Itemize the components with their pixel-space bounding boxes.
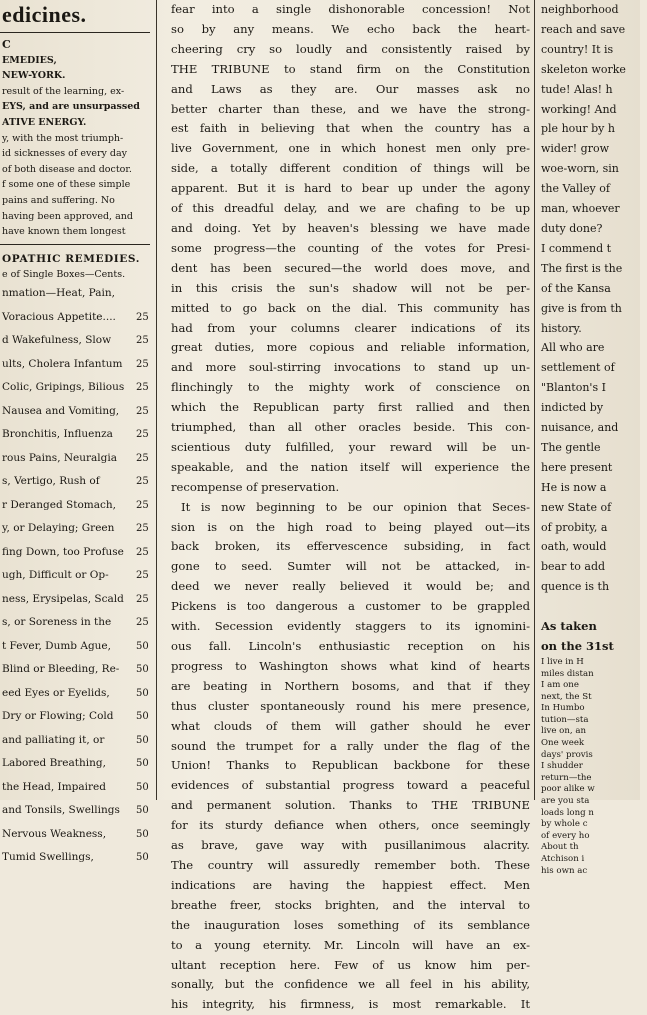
ad-text-block (0, 37, 150, 240)
right-article-line: woe-worn, sin (541, 162, 619, 176)
article-line: back broken, its effervescence subsiding, in fact (171, 539, 530, 554)
article-line: what clouds of them will gather should he ever (171, 718, 530, 733)
article-line: Pickens is too dangerous a customer to be grappled (171, 599, 530, 614)
remedy-row (0, 823, 150, 847)
right-article-line: wider! grow (541, 142, 609, 156)
ad-line: have known them longest (2, 226, 126, 238)
small-print-line: miles distan (541, 668, 594, 679)
ad-line: NEW-YORK. (2, 70, 66, 82)
right-article-text (537, 0, 647, 657)
remedy-name: s, Vertigo, Rush of (2, 475, 100, 488)
article-line: and Laws as they are. Our masses ask no (171, 81, 530, 96)
right-article-line: tude! Alas! h (541, 82, 613, 96)
remedy-row (0, 588, 150, 612)
small-print-line: About th (541, 842, 579, 853)
remedy-row (0, 611, 150, 635)
left-column-advertisements (0, 0, 150, 864)
remedy-name: nmation—Heat, Pain, (2, 287, 115, 300)
article-line: indications are having the happiest effect. Men (171, 877, 530, 892)
ad-line: EMEDIES, (2, 54, 57, 66)
remedy-row (0, 564, 150, 588)
remedy-price: 50 (136, 734, 149, 746)
article-line: The country will assuredly remember both. These (171, 857, 530, 872)
remedy-price: 25 (136, 476, 149, 488)
remedy-price: 25 (136, 499, 149, 511)
article-line: in this crisis the sun's shadow will not be per- (171, 280, 530, 295)
article-line: so by any means. We echo back the heart- (171, 21, 530, 36)
right-article-line: The gentle (541, 440, 601, 454)
small-print-line: are you sta (541, 796, 590, 807)
remedy-name: Bronchitis, Influenza (2, 428, 113, 441)
remedy-name: Nervous Weakness, (2, 827, 107, 840)
remedy-row (0, 682, 150, 706)
remedy-name: fing Down, too Profuse (2, 545, 124, 558)
remedies-heading: OPATHIC REMEDIES. (2, 252, 140, 265)
right-article-line: bear to add (541, 560, 606, 574)
right-article-line: working! And (541, 102, 617, 116)
remedy-price: 50 (136, 828, 149, 840)
right-article-line: He is now a (541, 480, 607, 494)
ad-line: result of the learning, ex- (2, 85, 125, 97)
remedy-price: 25 (136, 358, 149, 370)
remedy-row (0, 470, 150, 494)
remedy-row (0, 846, 150, 870)
small-print-line: days' provis (541, 749, 593, 760)
article-line: flinchingly to the mighty work of conscience on (171, 380, 530, 395)
ad-line: C (2, 38, 11, 51)
right-article-line: oath, would (541, 540, 607, 554)
remedy-price: 50 (136, 711, 149, 723)
remedy-price: 50 (136, 852, 149, 864)
remedy-row (0, 494, 150, 518)
right-small-print (537, 657, 647, 877)
divider (0, 244, 150, 245)
article-line: live Government, one in which honest men only pre- (171, 141, 530, 156)
article-line: to a young eternity. Mr. Lincoln will have an ex- (171, 937, 530, 952)
article-line: breathe freer, stocks brighten, and the interval to (171, 897, 530, 912)
article-line: sion is on the high road to being played out—its (171, 519, 530, 534)
article-line: as brave, gave way with pusillanimous alacrity. (171, 838, 530, 853)
remedy-price: 25 (136, 405, 149, 417)
remedy-row (0, 423, 150, 447)
right-article-line: neighborhood (541, 3, 619, 16)
remedy-row (0, 799, 150, 823)
column-rule (156, 0, 157, 800)
remedies-subheading: e of Single Boxes—Cents. (2, 268, 126, 280)
small-print-line: of every ho (541, 830, 590, 841)
remedy-name: the Head, Impaired (2, 780, 106, 793)
article-line: THE TRIBUNE to stand firm on the Constitution (171, 61, 530, 76)
article-line: thus cluster spontaneously round his mere presence, (171, 698, 530, 713)
remedy-price: 25 (136, 546, 149, 558)
remedy-name: Voracious Appetite.... (2, 310, 116, 323)
remedy-row (0, 306, 150, 330)
remedy-name: r Deranged Stomach, (2, 498, 116, 511)
article-line: est faith in believing that when the country has a (171, 121, 530, 136)
article-line: triumphed, than all other oracles beside. This con- (171, 420, 530, 435)
article-line: which the Republican party first rallied and then (171, 400, 530, 415)
article-paragraph (171, 498, 530, 1015)
small-print-line: I live in H (541, 656, 584, 667)
article-line: and more soul-stirring invocations to stand up un- (171, 360, 530, 375)
right-article-line: I commend t (541, 241, 612, 255)
remedy-row (0, 752, 150, 776)
article-line: and permanent solution. Thanks to THE TRIBUNE (171, 798, 530, 813)
remedy-row (0, 705, 150, 729)
small-print-line: Atchison i (541, 854, 585, 864)
small-print-line: return—the (541, 772, 592, 783)
right-article-line: the Valley of (541, 182, 610, 196)
remedy-row (0, 353, 150, 377)
remedy-price: 50 (136, 687, 149, 699)
right-article-line: "Blanton's I (541, 381, 606, 395)
right-article-line: here present (541, 460, 613, 474)
right-article-line: on the 31st (541, 639, 614, 653)
remedy-name: d Wakefulness, Slow (2, 334, 112, 347)
small-print-line: by whole c (541, 819, 588, 830)
article-line: fear into a single dishonorable concession! Not (171, 2, 530, 16)
small-print-line: One week (541, 738, 585, 749)
remedy-name: y, or Delaying; Green (2, 522, 115, 535)
remedy-name: Dry or Flowing; Cold (2, 710, 114, 723)
remedy-name: Colic, Gripings, Bilious (2, 381, 125, 394)
remedy-row (0, 776, 150, 800)
remedy-name: and palliating it, or (2, 733, 105, 746)
remedy-name: Tumid Swellings, (2, 851, 94, 864)
main-article-column (163, 0, 534, 1012)
remedy-price: 25 (136, 382, 149, 394)
right-article-line: country! It is (541, 42, 614, 56)
article-line: side, a totally different condition of things will be (171, 161, 530, 176)
remedy-name: s, or Soreness in the (2, 616, 112, 629)
article-line: ous fall. Lincoln's enthusiastic reception on his (171, 639, 530, 653)
remedy-name: and Tonsils, Swellings (2, 804, 120, 817)
ad-line: having been approved, and (2, 210, 133, 222)
right-article-line: history. (541, 321, 582, 335)
remedy-name: rous Pains, Neuralgia (2, 451, 118, 464)
right-article-line: skeleton worke (541, 62, 626, 76)
right-article-line: man, whoever (541, 202, 620, 216)
remedies-price-list (0, 282, 150, 870)
remedy-row (0, 282, 150, 306)
article-line: dent has been secured—the world does move, and (171, 260, 530, 275)
remedy-name: ness, Erysipelas, Scald (2, 592, 124, 605)
remedy-name: Nausea and Vomiting, (2, 404, 120, 417)
article-line: mitted to go back on the dial. This community has (171, 300, 530, 315)
column-rule (534, 0, 535, 800)
article-line: gone to seed. Sumter will not be attacked, in- (171, 559, 530, 574)
small-print-line: next, the St (541, 691, 592, 702)
article-line: It is now beginning to be our opinion that Seces- (181, 499, 530, 514)
article-line: cheering cry so loudly and consistently raised by (171, 41, 530, 56)
remedy-name: eed Eyes or Eyelids, (2, 686, 110, 699)
remedy-row (0, 635, 150, 659)
right-article-line: of the Kansa (541, 281, 611, 295)
remedy-name: ugh, Difficult or Op- (2, 569, 109, 582)
right-article-line: ple hour by h (541, 122, 615, 136)
right-article-line: duty done? (541, 221, 603, 235)
article-line: Union! Thanks to Republican backbone for these (171, 758, 530, 773)
right-article-line: All who are (541, 341, 605, 355)
article-line: scientious duty fulfilled, your reward will be un- (171, 439, 530, 454)
article-line: speakable, and the nation itself will experience the (171, 459, 530, 474)
article-line: apparent. But it is hard to bear up under the agony (171, 181, 530, 196)
article-line: of this dreadful delay, and we are chafing to be up (171, 201, 530, 216)
small-print-line: In Humbo (541, 703, 585, 714)
remedy-price: 25 (136, 617, 149, 629)
remedy-price: 25 (136, 523, 149, 535)
ad-line: f some one of these simple (2, 179, 131, 191)
right-article-line: As taken (541, 619, 597, 634)
right-article-line: settlement of (541, 361, 615, 375)
article-line: deed we never really believed it would be; and (171, 579, 530, 594)
right-article-line: indicted by (541, 401, 604, 415)
remedy-row (0, 447, 150, 471)
remedy-price: 50 (136, 758, 149, 770)
remedy-name: ults, Cholera Infantum (2, 357, 123, 370)
right-article-line: of probity, a (541, 520, 608, 534)
article-line: evidences of substantial progress toward a peaceful (171, 778, 530, 793)
small-print-line: live on, an (541, 726, 586, 737)
article-line: sound the trumpet for a rally under the flag of the (171, 738, 530, 753)
remedy-row (0, 329, 150, 353)
right-column-article (537, 0, 647, 876)
right-article-line: new State of (541, 500, 612, 514)
article-line: and doing. Yet by heaven's blessing we have made (171, 220, 530, 235)
article-line: sonally, but the confidence we all feel in his ability, (171, 977, 530, 992)
article-paragraph (171, 0, 530, 498)
section-heading: edicines. (2, 2, 87, 27)
remedy-price: 25 (136, 429, 149, 441)
article-line: his integrity, his firmness, is most remarkable. It (171, 997, 530, 1012)
ad-line: of both disease and doctor. (2, 163, 132, 175)
ad-line: EYS, and are unsurpassed (2, 101, 140, 113)
right-article-line: quence is th (541, 580, 610, 594)
remedy-row (0, 658, 150, 682)
divider (0, 32, 150, 33)
remedy-price: 25 (136, 570, 149, 582)
remedy-price: 50 (136, 664, 149, 676)
right-article-line: The first is the (541, 261, 623, 275)
article-body (163, 0, 534, 1015)
article-line: are beating in Northern bosoms, and that if they (171, 678, 530, 693)
ad-line: id sicknesses of every day (2, 148, 128, 160)
article-line: with. Secession evidently staggers to its ignomini- (171, 619, 530, 634)
article-line: for its sturdy defiance when others, once seemingly (171, 818, 530, 833)
remedy-name: t Fever, Dumb Ague, (2, 639, 111, 652)
article-line: had from your columns clearer indications of its (171, 320, 530, 335)
article-line: ultant reception here. Few of us know him per- (171, 957, 530, 972)
remedy-price: 25 (136, 452, 149, 464)
article-line: better charter than these, and we have the strong- (171, 101, 530, 116)
ad-line: y, with the most triumph- (2, 132, 124, 144)
article-line: great duties, more copious and reliable information, (171, 340, 530, 355)
small-print-line: his own ac (541, 865, 588, 876)
remedy-row (0, 376, 150, 400)
remedy-price: 25 (136, 311, 149, 323)
right-article-line: nuisance, and (541, 421, 619, 435)
right-article-line: reach and save (541, 22, 626, 36)
remedy-row (0, 517, 150, 541)
remedy-price: 50 (136, 805, 149, 817)
remedy-name: Labored Breathing, (2, 757, 106, 770)
small-print-line: loads long n (541, 807, 594, 818)
small-print-line: I am one (541, 680, 579, 691)
right-article-line: give is from th (541, 301, 622, 315)
article-line: the inauguration loses something of its semblance (171, 917, 530, 932)
remedy-price: 50 (136, 640, 149, 652)
remedy-row (0, 729, 150, 753)
article-line: some progress—the counting of the votes for Presi- (171, 240, 530, 255)
remedy-name: Blind or Bleeding, Re- (2, 663, 120, 676)
remedy-row (0, 400, 150, 424)
remedy-row (0, 541, 150, 565)
remedy-price: 25 (136, 593, 149, 605)
remedy-price: 25 (136, 335, 149, 347)
ad-line: ATIVE ENERGY. (2, 116, 87, 128)
ad-line: pains and suffering. No (2, 194, 115, 206)
small-print-line: I shudder (541, 761, 583, 772)
remedy-price: 50 (136, 781, 149, 793)
article-line: recompense of preservation. (171, 479, 340, 494)
small-print-line: poor alike w (541, 784, 595, 795)
article-line: progress to Washington shows what kind of hearts (171, 658, 530, 673)
right-article-line (537, 597, 647, 617)
small-print-line: tution—sta (541, 714, 589, 725)
